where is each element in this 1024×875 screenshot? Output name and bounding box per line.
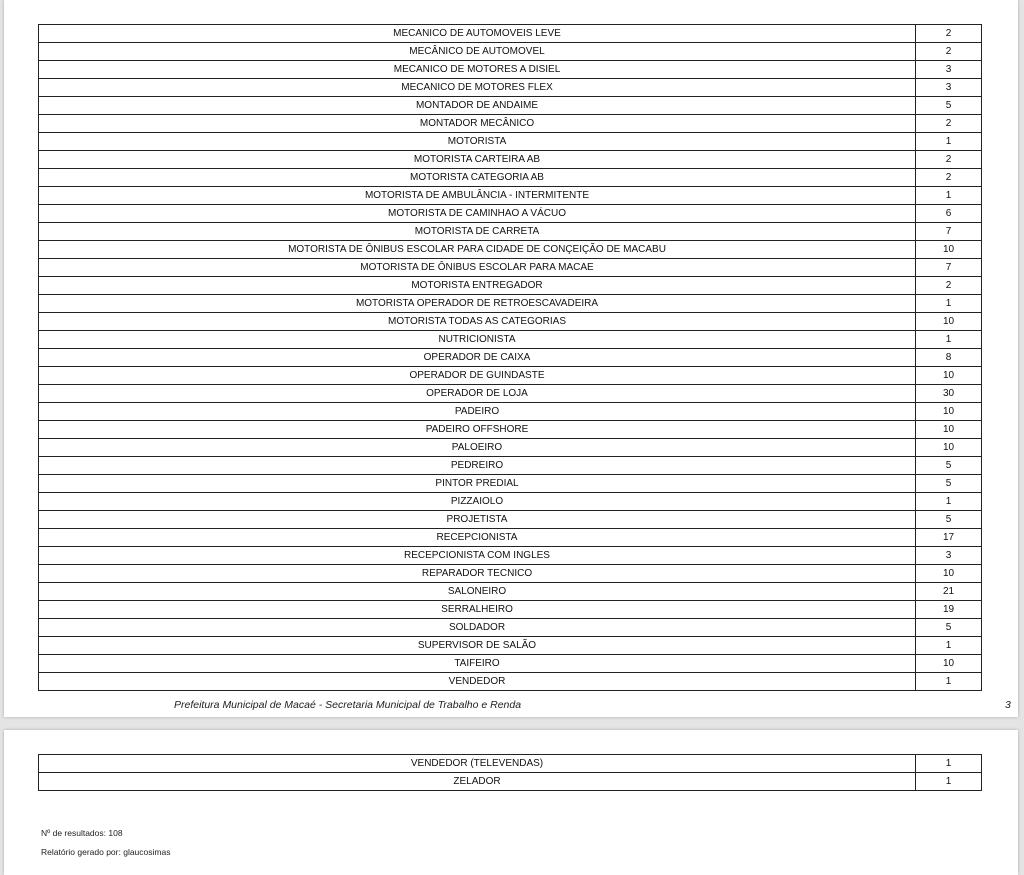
job-title-cell: MOTORISTA DE CAMINHAO A VÁCUO	[39, 205, 916, 223]
vacancy-count-cell: 2	[916, 115, 982, 133]
job-title-cell: MOTORISTA DE ÔNIBUS ESCOLAR PARA CIDADE DE CONÇEIÇÃO DE MACABU	[39, 241, 916, 259]
vacancy-count-cell: 2	[916, 43, 982, 61]
job-openings-table	[38, 754, 982, 791]
job-title-cell: REPARADOR TECNICO	[39, 565, 916, 583]
table-row	[39, 223, 982, 241]
job-title-cell: MECANICO DE MOTORES A DISIEL	[39, 61, 916, 79]
job-title-cell: MECANICO DE MOTORES FLEX	[39, 79, 916, 97]
page-footer: Prefeitura Municipal de Macaé - Secretaria Municipal de Trabalho e Renda	[174, 699, 522, 711]
vacancy-count-cell: 2	[916, 151, 982, 169]
vacancy-count-cell: 10	[916, 421, 982, 439]
vacancy-count-cell: 1	[916, 773, 982, 791]
table-row	[39, 187, 982, 205]
table-row	[39, 403, 982, 421]
vacancy-count-cell: 10	[916, 367, 982, 385]
table-row	[39, 565, 982, 583]
job-title-cell: MOTORISTA OPERADOR DE RETROESCAVADEIRA	[39, 295, 916, 313]
job-title-cell: SOLDADOR	[39, 619, 916, 637]
vacancy-count-cell: 5	[916, 511, 982, 529]
table-row	[39, 241, 982, 259]
vacancy-count-cell: 10	[916, 313, 982, 331]
table-row	[39, 277, 982, 295]
vacancy-count-cell: 10	[916, 655, 982, 673]
job-title-cell: NUTRICIONISTA	[39, 331, 916, 349]
table-row	[39, 349, 982, 367]
vacancy-count-cell: 17	[916, 529, 982, 547]
vacancy-count-cell: 1	[916, 493, 982, 511]
table-row	[39, 313, 982, 331]
job-title-cell: PADEIRO	[39, 403, 916, 421]
job-title-cell: RECEPCIONISTA COM INGLES	[39, 547, 916, 565]
vacancy-count-cell: 5	[916, 475, 982, 493]
vacancy-count-cell: 6	[916, 205, 982, 223]
vacancy-count-cell: 3	[916, 79, 982, 97]
job-title-cell: MOTORISTA DE CARRETA	[39, 223, 916, 241]
report-page-3	[4, 0, 1018, 717]
vacancy-count-cell: 1	[916, 331, 982, 349]
table-row	[39, 601, 982, 619]
job-title-cell: RECEPCIONISTA	[39, 529, 916, 547]
job-title-cell: MONTADOR DE ANDAIME	[39, 97, 916, 115]
job-title-cell: MOTORISTA CATEGORIA AB	[39, 169, 916, 187]
table-row	[39, 511, 982, 529]
job-title-cell: MONTADOR MECÂNICO	[39, 115, 916, 133]
table-row	[39, 151, 982, 169]
vacancy-count-cell: 1	[916, 187, 982, 205]
vacancy-count-cell: 1	[916, 295, 982, 313]
job-title-cell: MOTORISTA TODAS AS CATEGORIAS	[39, 313, 916, 331]
table-row	[39, 439, 982, 457]
results-count: Nº de resultados: 108	[41, 828, 123, 838]
job-title-cell: PIZZAIOLO	[39, 493, 916, 511]
report-author: Relatório gerado por: glaucosimas	[41, 847, 171, 857]
job-title-cell: ZELADOR	[39, 773, 916, 791]
vacancy-count-cell: 5	[916, 457, 982, 475]
vacancy-count-cell: 7	[916, 259, 982, 277]
vacancy-count-cell: 2	[916, 277, 982, 295]
table-row	[39, 493, 982, 511]
vacancy-count-cell: 1	[916, 637, 982, 655]
table-row	[39, 673, 982, 691]
vacancy-count-cell: 7	[916, 223, 982, 241]
table-row	[39, 43, 982, 61]
job-title-cell: PINTOR PREDIAL	[39, 475, 916, 493]
report-page-4	[4, 730, 1018, 875]
job-title-cell: OPERADOR DE GUINDASTE	[39, 367, 916, 385]
job-title-cell: PALOEIRO	[39, 439, 916, 457]
vacancy-count-cell: 1	[916, 133, 982, 151]
vacancy-count-cell: 30	[916, 385, 982, 403]
job-title-cell: PEDREIRO	[39, 457, 916, 475]
table-row	[39, 115, 982, 133]
vacancy-count-cell: 19	[916, 601, 982, 619]
job-title-cell: SALONEIRO	[39, 583, 916, 601]
table-row	[39, 61, 982, 79]
job-openings-table	[38, 24, 982, 691]
vacancy-count-cell: 10	[916, 565, 982, 583]
job-title-cell: MOTORISTA	[39, 133, 916, 151]
job-title-cell: MOTORISTA DE AMBULÂNCIA - INTERMITENTE	[39, 187, 916, 205]
vacancy-count-cell: 8	[916, 349, 982, 367]
table-row	[39, 457, 982, 475]
job-title-cell: MECANICO DE AUTOMOVEIS LEVE	[39, 25, 916, 43]
table-row	[39, 295, 982, 313]
vacancy-count-cell: 1	[916, 755, 982, 773]
table-row	[39, 385, 982, 403]
job-title-cell: VENDEDOR	[39, 673, 916, 691]
job-title-cell: MOTORISTA CARTEIRA AB	[39, 151, 916, 169]
table-row	[39, 79, 982, 97]
table-row	[39, 259, 982, 277]
job-title-cell: MOTORISTA ENTREGADOR	[39, 277, 916, 295]
table-row	[39, 655, 982, 673]
vacancy-count-cell: 3	[916, 61, 982, 79]
job-title-cell: MECÂNICO DE AUTOMOVEL	[39, 43, 916, 61]
vacancy-count-cell: 5	[916, 97, 982, 115]
vacancy-count-cell: 10	[916, 439, 982, 457]
table-row	[39, 169, 982, 187]
job-title-cell: TAIFEIRO	[39, 655, 916, 673]
vacancy-count-cell: 21	[916, 583, 982, 601]
table-row	[39, 367, 982, 385]
table-row	[39, 755, 982, 773]
job-title-cell: OPERADOR DE CAIXA	[39, 349, 916, 367]
job-title-cell: PROJETISTA	[39, 511, 916, 529]
table-row	[39, 205, 982, 223]
table-row	[39, 583, 982, 601]
job-title-cell: OPERADOR DE LOJA	[39, 385, 916, 403]
table-row	[39, 773, 982, 791]
job-title-cell: SUPERVISOR DE SALÃO	[39, 637, 916, 655]
vacancy-count-cell: 1	[916, 673, 982, 691]
table-row	[39, 547, 982, 565]
table-row	[39, 619, 982, 637]
table-row	[39, 25, 982, 43]
table-row	[39, 637, 982, 655]
vacancy-count-cell: 10	[916, 241, 982, 259]
vacancy-count-cell: 5	[916, 619, 982, 637]
job-title-cell: MOTORISTA DE ÔNIBUS ESCOLAR PARA MACAE	[39, 259, 916, 277]
table-row	[39, 331, 982, 349]
table-row	[39, 475, 982, 493]
vacancy-count-cell: 2	[916, 169, 982, 187]
page-number: 3	[1005, 699, 1011, 711]
job-title-cell: VENDEDOR (TELEVENDAS)	[39, 755, 916, 773]
vacancy-count-cell: 3	[916, 547, 982, 565]
table-row	[39, 529, 982, 547]
vacancy-count-cell: 10	[916, 403, 982, 421]
table-row	[39, 97, 982, 115]
table-row	[39, 133, 982, 151]
table-row	[39, 421, 982, 439]
job-title-cell: SERRALHEIRO	[39, 601, 916, 619]
vacancy-count-cell: 2	[916, 25, 982, 43]
job-title-cell: PADEIRO OFFSHORE	[39, 421, 916, 439]
